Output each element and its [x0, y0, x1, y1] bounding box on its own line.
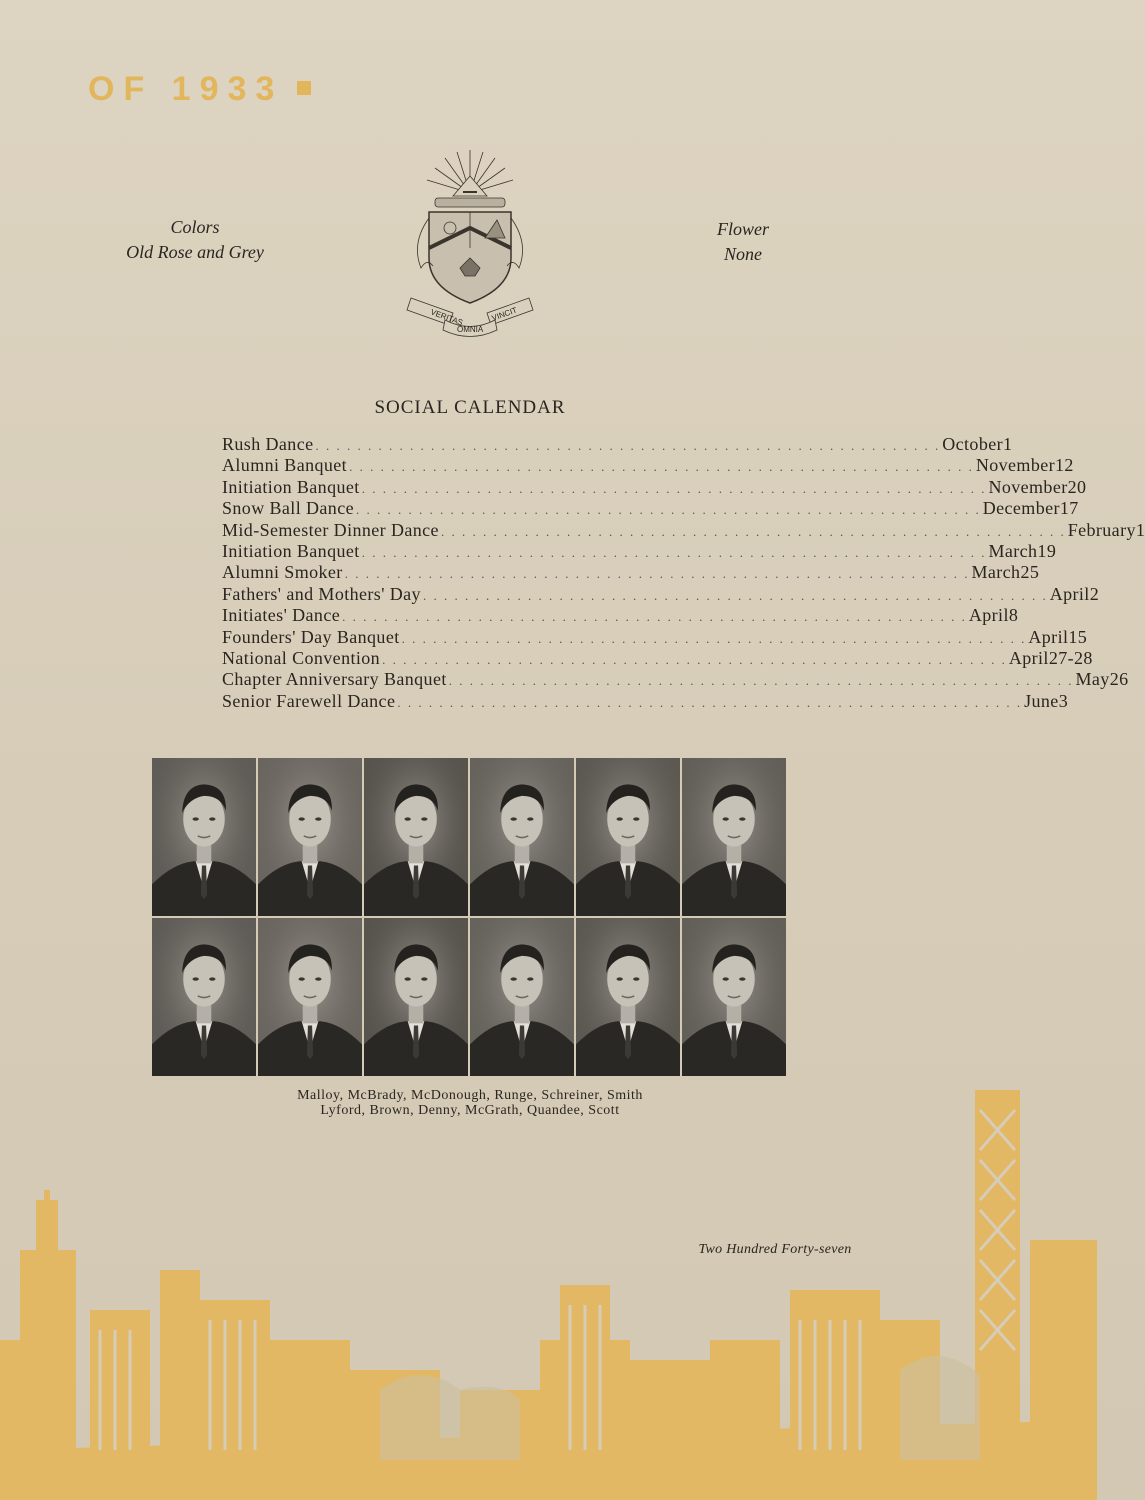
calendar-event: Rush Dance: [222, 434, 314, 454]
header-text: OF 1933: [88, 70, 284, 108]
calendar-day: 1: [1135, 519, 1145, 540]
leader-dots: . . . . . . . . . . . . . . . . . . . . . . . . . . . . . . . . . . . . . . . . . . . . . . . . . . . . . . . . . . . .: [361, 544, 987, 560]
calendar-month: December: [982, 498, 1060, 519]
leader-dots: . . . . . . . . . . . . . . . . . . . . . . . . . . . . . . . . . . . . . . . . . . . . . . . . . . . . . . . . . . . .: [315, 438, 941, 453]
calendar-row: [222, 647, 1093, 669]
leader-dots: . . . . . . . . . . . . . . . . . . . . . . . . . . . . . . . . . . . . . . . . . . . . . . . . . . . . . . . . . . . .: [342, 609, 967, 625]
colors-label: Colors: [170, 217, 220, 237]
calendar-row: [222, 669, 1129, 690]
calendar-row: [222, 498, 1079, 519]
portrait-photo: [576, 918, 680, 1076]
leader-dots: . . . . . . . . . . . . . . . . . . . . . . . . . . . . . . . . . . . . . . . . . . . . . . . . . . . . . . . . . . . .: [361, 480, 987, 496]
calendar-row: [222, 540, 1057, 562]
portrait-icon: [364, 918, 468, 1076]
calendar-day: 20: [1067, 476, 1087, 497]
leader-dots: . . . . . . . . . . . . . . . . . . . . . . . . . . . . . . . . . . . . . . . . . . . . . . . . . . . . . . . . . . . .: [401, 630, 1027, 646]
page-header: [88, 70, 311, 109]
flower-value: None: [724, 244, 762, 264]
portrait-photo: [152, 918, 256, 1076]
calendar-month: June: [1024, 690, 1059, 711]
calendar-row: [222, 626, 1088, 648]
portrait-photo: [258, 918, 362, 1076]
calendar-event: Mid-Semester Dinner Dance: [222, 519, 439, 540]
caption-line-1: Malloy, McBrady, McDonough, Runge, Schreiner, Smith: [297, 1088, 643, 1103]
calendar-event: Initiates' Dance: [222, 605, 341, 626]
portrait-icon: [470, 758, 574, 916]
calendar-row: [222, 605, 1019, 626]
calendar-day: 12: [1055, 455, 1074, 476]
page-number: Two Hundred Forty-seven: [698, 1242, 852, 1257]
calendar-month: April: [1028, 626, 1069, 647]
calendar-event: Initiation Banquet: [222, 540, 360, 561]
leader-dots: . . . . . . . . . . . . . . . . . . . . . . . . . . . . . . . . . . . . . . . . . . . . . . . . . . . . . . . . . . . .: [448, 673, 1074, 689]
calendar-row: [222, 562, 1040, 583]
crest-icon: [405, 148, 535, 338]
calendar-day: 19: [1037, 540, 1057, 561]
portrait-icon: [576, 758, 680, 916]
portrait-icon: [152, 758, 256, 916]
calendar-row: [222, 690, 1069, 712]
portrait-icon: [682, 918, 786, 1076]
calendar-month: April: [1008, 647, 1049, 668]
flower-label: Flower: [717, 219, 769, 239]
colors-value: Old Rose and Grey: [126, 242, 264, 262]
portrait-icon: [682, 758, 786, 916]
calendar-event: National Convention: [222, 647, 381, 668]
portrait-grid: [152, 758, 786, 1076]
skyline-illustration: [0, 1090, 1097, 1500]
calendar-event: Alumni Banquet: [222, 455, 348, 476]
calendar-day: 27-28: [1048, 647, 1093, 668]
portrait-photo: [576, 758, 680, 916]
calendar-day: 1: [1003, 434, 1013, 454]
calendar-month: February: [1067, 519, 1136, 540]
leader-dots: . . . . . . . . . . . . . . . . . . . . . . . . . . . . . . . . . . . . . . . . . . . . . . . . . . . . . . . . . . . .: [349, 459, 974, 475]
portrait-icon: [470, 918, 574, 1076]
social-calendar: [222, 434, 1145, 712]
leader-dots: . . . . . . . . . . . . . . . . . . . . . . . . . . . . . . . . . . . . . . . . . . . . . . . . . . . . . . . . . . . .: [397, 694, 1023, 710]
portrait-photo: [152, 758, 256, 916]
flower-block: [680, 217, 806, 267]
ribbon-left-text: VERITAS: [429, 307, 465, 328]
calendar-event: Senior Farewell Dance: [222, 690, 396, 711]
colors-block: [100, 215, 290, 265]
calendar-day: 26: [1109, 669, 1129, 690]
portrait-icon: [152, 918, 256, 1076]
calendar-event: Founders' Day Banquet: [222, 626, 400, 647]
calendar-month: May: [1075, 669, 1110, 690]
calendar-month: March: [988, 540, 1038, 561]
calendar-day: 15: [1068, 626, 1088, 647]
calendar-month: November: [988, 476, 1068, 497]
calendar-event: Fathers' and Mothers' Day: [222, 583, 421, 604]
leader-dots: . . . . . . . . . . . . . . . . . . . . . . . . . . . . . . . . . . . . . . . . . . . . . . . . . . . . . . . . . . . .: [344, 566, 970, 582]
calendar-month: April: [1049, 583, 1090, 604]
calendar-day: 8: [1008, 605, 1019, 626]
ribbon-bottom-text: OMNIA: [457, 325, 484, 334]
calendar-month: October: [942, 434, 1004, 454]
calendar-day: 17: [1059, 498, 1079, 519]
calendar-event: Chapter Anniversary Banquet: [222, 669, 447, 690]
portrait-icon: [258, 918, 362, 1076]
calendar-day: 25: [1020, 562, 1040, 583]
calendar-event: Alumni Smoker: [222, 562, 343, 583]
leader-dots: . . . . . . . . . . . . . . . . . . . . . . . . . . . . . . . . . . . . . . . . . . . . . . . . . . . . . . . . . . . .: [355, 502, 981, 518]
portrait-icon: [364, 758, 468, 916]
calendar-day: 3: [1058, 690, 1069, 711]
portrait-icon: [576, 918, 680, 1076]
leader-dots: . . . . . . . . . . . . . . . . . . . . . . . . . . . . . . . . . . . . . . . . . . . . . . . . . . . . . . . . . . . .: [440, 523, 1066, 539]
leader-dots: . . . . . . . . . . . . . . . . . . . . . . . . . . . . . . . . . . . . . . . . . . . . . . . . . . . . . . . . . . . .: [382, 651, 1007, 667]
portrait-icon: [258, 758, 362, 916]
calendar-row: [222, 434, 1013, 455]
calendar-month: March: [971, 562, 1021, 583]
calendar-event: Snow Ball Dance: [222, 498, 354, 519]
portrait-photo: [682, 758, 786, 916]
calendar-row: [222, 583, 1100, 605]
portrait-photo: [470, 918, 574, 1076]
calendar-row: [222, 519, 1145, 541]
portrait-photo: [258, 758, 362, 916]
portrait-photo: [364, 758, 468, 916]
calendar-row: [222, 455, 1074, 476]
calendar-day: 2: [1089, 583, 1100, 604]
ribbon-right-text: VINCIT: [490, 305, 519, 323]
leader-dots: . . . . . . . . . . . . . . . . . . . . . . . . . . . . . . . . . . . . . . . . . . . . . . . . . . . . . . . . . . . .: [422, 587, 1048, 603]
calendar-title: SOCIAL CALENDAR: [374, 397, 566, 418]
header-square-ornament: [297, 81, 311, 95]
fraternity-crest: [405, 148, 535, 338]
portrait-photo: [364, 918, 468, 1076]
calendar-month: November: [975, 455, 1056, 476]
caption-line-2: Lyford, Brown, Denny, McGrath, Quandee, Scott: [320, 1103, 620, 1118]
calendar-row: [222, 476, 1087, 498]
portrait-photo: [682, 918, 786, 1076]
portrait-photo: [470, 758, 574, 916]
calendar-event: Initiation Banquet: [222, 476, 360, 497]
calendar-month: April: [968, 605, 1009, 626]
